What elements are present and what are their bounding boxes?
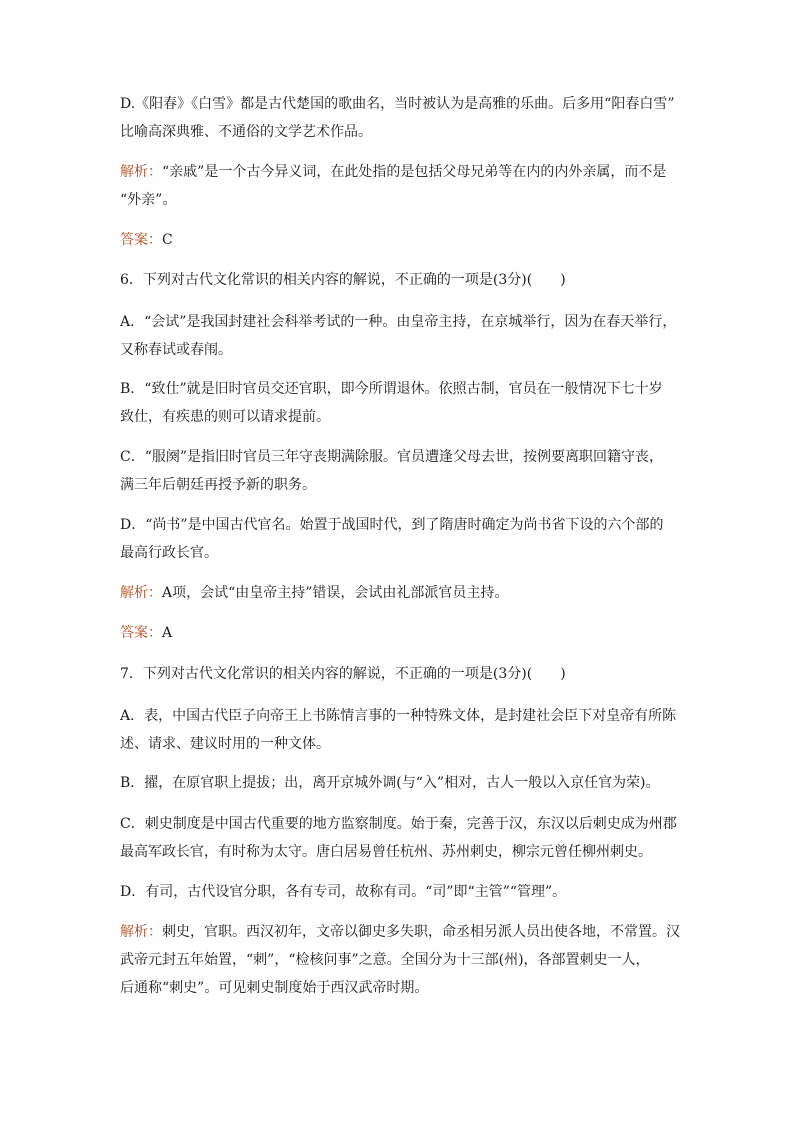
- text-line: 致仕，有疾患的则可以请求提前。: [120, 409, 330, 425]
- q7-option-c: [120, 810, 690, 866]
- q6-option-b: [120, 375, 690, 431]
- text-line: A．“会试”是我国封建社会科举考试的一种。由皇帝主持，在京城举行，因为在春天举行，: [120, 314, 677, 330]
- answer-value: A: [162, 625, 173, 641]
- text-line: 最高行政长官。: [120, 545, 218, 561]
- text-line: D．有司，古代设官分职，各有专司，故称有司。“司”即“主管”“管理”。: [120, 884, 567, 900]
- text-line: 刺史，官职。西汉初年，文帝以御史多失职，命丞相另派人员出使各地，不常置。汉: [162, 924, 680, 940]
- q7-analysis: [120, 918, 690, 1002]
- text-line: A．表，中国古代臣子向帝王上书陈情言事的一种特殊文体，是封建社会臣下对皇帝有所陈: [120, 708, 677, 724]
- text-line: “亲戚”是一个古今异义词，在此处指的是包括父母兄弟等在内的内外亲属，而不是: [162, 164, 667, 180]
- q6-option-d: [120, 511, 690, 567]
- answer-label: 答案：: [120, 232, 162, 248]
- text-line: 后通称“刺史”。可见刺史制度始于西汉武帝时期。: [120, 980, 429, 996]
- q7-option-b: [120, 769, 690, 797]
- answer-value: C: [162, 232, 173, 248]
- analysis-label: 解析：: [120, 585, 162, 601]
- q5-analysis: [120, 158, 690, 214]
- q6-analysis: [120, 579, 690, 607]
- text-line: B．“致仕”就是旧时官员交还官职，即今所谓退休。依照古制，官员在一般情况下七十岁: [120, 381, 663, 397]
- text-line: C．刺史制度是中国古代重要的地方监察制度。始于秦，完善于汉，东汉以后刺史成为州郡: [120, 816, 677, 832]
- text-line: 又称春试或春闱。: [120, 342, 232, 358]
- analysis-label: 解析：: [120, 164, 162, 180]
- text-line: 武帝元封五年始置，“刺”，“检核问事”之意。全国分为十三部(州)，各部置刺史一人，: [120, 952, 650, 968]
- q6-answer: [120, 619, 690, 647]
- q7-option-d: [120, 878, 690, 906]
- q5-option-d: [120, 90, 690, 146]
- text-line: D．“尚书”是中国古代官名。始置于战国时代，到了隋唐时确定为尚书省下设的六个部的: [120, 517, 664, 533]
- text-line: 述、请求、建议时用的一种文体。: [120, 736, 330, 752]
- question-stem: 7．下列对古代文化常识的相关内容的解说，不正确的一项是(3分)( ): [120, 666, 566, 682]
- text-line: B．擢，在原官职上提拔；出，离开京城外调(与“入”相对，古人一般以入京任官为荣)。: [120, 775, 660, 791]
- q7-option-a: [120, 702, 690, 758]
- question-stem: 6．下列对古代文化常识的相关内容的解说，不正确的一项是(3分)( ): [120, 272, 566, 288]
- text-line: “外亲”。: [120, 192, 177, 208]
- text-line: D.《阳春》《白雪》都是古代楚国的歌曲名，当时被认为是高雅的乐曲。后多用“阳春白雪”: [120, 96, 675, 112]
- q5-answer: [120, 226, 690, 254]
- q6-stem: [120, 266, 690, 294]
- q7-stem: [120, 660, 690, 688]
- q6-option-a: [120, 308, 690, 364]
- text-line: C．“服阕”是指旧时官员三年守丧期满除服。官员遭逢父母去世，按例要离职回籍守丧，: [120, 449, 664, 465]
- answer-label: 答案：: [120, 625, 162, 641]
- text-line: A项，会试“由皇帝主持”错误，会试由礼部派官员主持。: [162, 585, 509, 601]
- text-line: 满三年后朝廷再授予新的职务。: [120, 477, 316, 493]
- q6-option-c: [120, 443, 690, 499]
- text-line: 最高军政长官，有时称为太守。唐白居易曾任杭州、苏州刺史，柳宗元曾任柳州刺史。: [120, 844, 652, 860]
- analysis-label: 解析：: [120, 924, 162, 940]
- text-line: 比喻高深典雅、不通俗的文学艺术作品。: [120, 124, 372, 140]
